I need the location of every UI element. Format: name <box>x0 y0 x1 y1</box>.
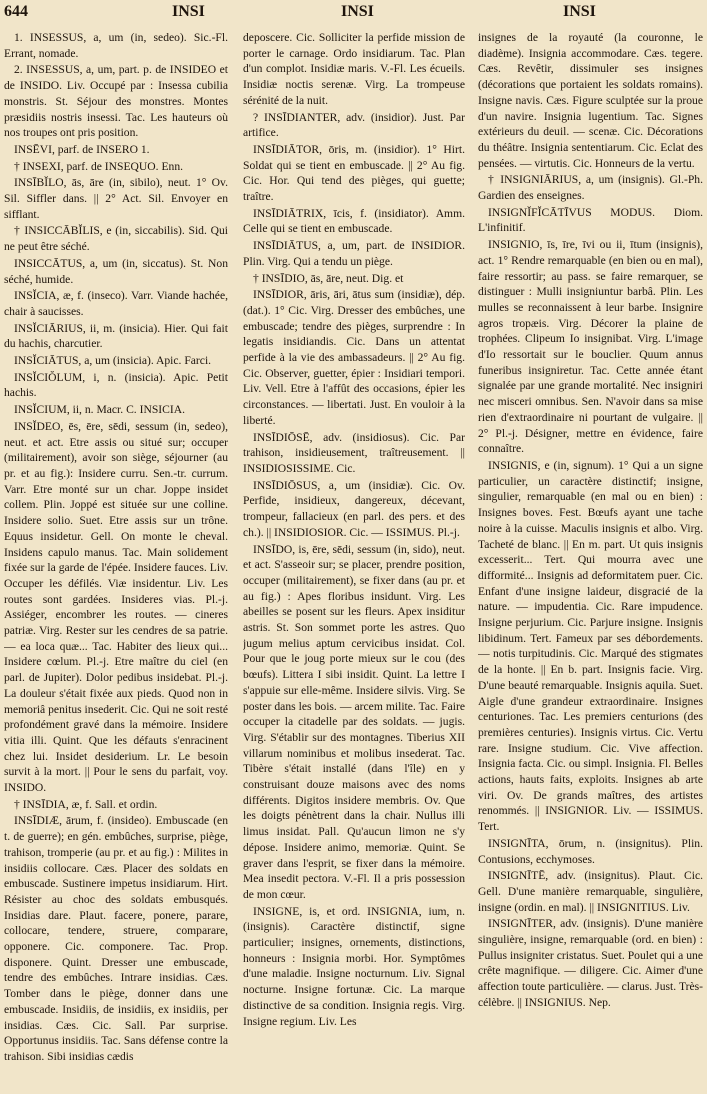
dictionary-entry: INSĪDIOR, āris, āri, ātus sum (insidiæ), dép. (dat.). 1° Cic. Virg. Dresser des embûches, une embuscade; tendre des pièges, surprendre : In legatis insidiandis. Cic. Dans un attentat perfide à la vie des ambassadeurs. || 2° Au fig. Cic. Observer, guetter, épier : Insidiari tempori. Liv. Vell. Etre à l'affût des occasions, épier les circonstances. — libertati. Just. En vouloir à la liberté. <box>243 288 465 427</box>
dictionary-entry: INSĪBĬLO, ās, āre (in, sibilo), neut. 1° Ov. Sil. Siffler dans. || 2° Act. Sil. Envoyer en sifflant. <box>4 176 228 221</box>
column-right <box>478 30 703 1088</box>
dictionary-entry: INSIGNĪTĒ, adv. (insignitus). Plaut. Cic. Gell. D'une manière remarquable, singulière, insigne (ordin. en mal). || INSIGNITIUS. Liv. <box>478 869 703 914</box>
dictionary-entry: INSĪDIĀTOR, ōris, m. (insidior). 1° Hirt. Soldat qui se tient en embuscade. || 2° Au fig. Cic. Hor. Qui tend des pièges, qui guette; traître. <box>243 142 465 204</box>
dictionary-entry: INSIGNĪTA, ōrum, n. (insignitus). Plin. Contusions, ecchymoses. <box>478 836 703 866</box>
dictionary-entry: INSĬCIUM, ii, n. Macr. C. INSICIA. <box>14 403 186 417</box>
dictionary-entry: INSĬCIĀTUS, a, um (insicia). Apic. Farci. <box>14 354 212 368</box>
dictionary-entry: INSĒVI, parf. de INSERO 1. <box>14 142 150 156</box>
column-left <box>4 30 228 1088</box>
running-head-right: INSI <box>563 3 596 20</box>
dictionary-entry: † INSEXI, parf. de INSEQUO. Enn. <box>14 159 184 173</box>
running-head-left: INSI <box>172 3 205 20</box>
column-middle <box>243 30 465 1088</box>
page-header <box>0 0 707 28</box>
dictionary-entry: INSIGNĪTER, adv. (insignis). D'une manière singulière, insigne, remarquable (ord. en bien) : Pullus insigniter cristatus. Suet. Poulet qui a une crête magnifique. — diligere. Cic. Aimer d'une affection toute particulière. — clarus. Just. Très-célèbre. || INSIGNIUS. Nep. <box>478 917 703 1009</box>
dictionary-entry: deposcere. Cic. Solliciter la perfide mission de porter le carnage. Ordo insidiarum. Tac. Plan d'un complot. Insidiæ maris. V.-Fl. Les écueils. Insidiæ noctis serenæ. Virg. La trompeuse sérénité de la nuit. <box>243 31 465 107</box>
dictionary-entry: 2. INSESSUS, a, um, part. p. de INSIDEO et de INSIDO. Liv. Occupé par : Insessa cubilia monstris. St. Séjour des monstres. Montes præsidiis nostris insessi. Tac. Les hauteurs où nos troupes ont pris position. <box>4 63 228 140</box>
dictionary-entry: ? INSĪDIANTER, adv. (insidior). Just. Par artifice. <box>243 110 465 140</box>
dictionary-entry: INSIGNIS, e (in, signum). 1° Qui a un signe particulier, un caractère distinctif; insigne, singulier, remarquable (en mal ou en bien) : Insignes boves. Fest. Bœufs ayant une tache noire à la cuisse. Maculis insignis et albo. Virg. Tacheté de blanc. || En m. part. Ut quis insignis excesserit... Tert. Qui mourra avec une difformité... Insignis ad deformitatem puer. Cic. Enfant d'une insigne laideur, disgracié de la nature. — impudentia. Cic. Rare impudence. Insigne perjurium. Cic. Parjure insigne. Insignis libidinum. Tert. Fameux par ses débordements. — notis turpitudinis. Cic. Marqué des stigmates de la honte. || En b. part. Insignis facie. Virg. D'une beauté remarquable. Insignis aquila. Suet. Aigle d'une grandeur extraordinaire. Insignes centuriones. Tac. Les premiers centurions (des premières centuries). Insignis virtus. Cic. Vertu rare. Insigne studium. Cic. Vive affection. Insignia facta. Cic. ou simpl. Insignia. Fl. Belles actions, hauts faits, exploits. Insignes ab arte viri. Ov. De grands maîtres, des artistes renommés. || INSIGNIOR. Liv. — ISSIMUS. Tert. <box>478 458 703 834</box>
dictionary-entry: 1. INSESSUS, a, um (in, sedeo). Sic.-Fl. Errant, nomade. <box>4 31 228 60</box>
dictionary-entry: INSĬDEO, ēs, ēre, sēdi, sessum (in, sedeo), neut. et act. Etre assis ou situé sur; occuper (militairement), avoir son siège, séjourner (au pr. et au fig.): Insidere curru. Sen.-tr. currum. Varr. Etre monté sur un char. Joppe insidet collem. Plin. Joppé est située sur une colline. Insidere solio. Suet. Etre assis sur un trône. Equus insidetur. Gell. On monte le cheval. Insidens capulo manus. Tac. Main solidement fixée sur la garde de l'épée. Insidere fauces. Liv. Occuper les défilés. Viæ insidentur. Liv. Les routes sont gardées. Insideres vias. Pl.-j. Assiéger, encombrer les routes. — cineres patriæ. Virg. Rester sur les cendres de sa patrie. — ea loca quæ... Tac. Habiter des lieux qui... Insidere cœlum. Pl.-j. Etre maître du ciel (en parl. de Jupiter). Dolor pedibus insidebat. Pl.-j. La douleur s'était fixée aux pieds. Quod non in memoriâ penitus insederit. Cic. Qui ne soit resté profondément gravé dans la mémoire. Insidere vitia illi. Quint. Que les défauts s'enracinent chez lui. Insidet desiderium. Lr. Le besoin survit à la mort. || Pour le sens du parfait, voy. INSIDO. <box>4 419 228 795</box>
dictionary-entry: † INSIGNIĀRIUS, a, um (insignis). Gl.-Ph. Gardien des enseignes. <box>478 173 703 203</box>
dictionary-entry: INSIGNE, is, et ord. INSIGNIA, ium, n. (insignis). Caractère distinctif, signe particulier; insignes, ornements, distinctions, honneurs : Insignia morbi. Hor. Symptômes d'une maladie. Insigne nocturnum. Liv. Signal nocturne. Insigne fortunæ. Cic. La marque distinctive de sa condition. Insignia regis. Virg. Insigne regium. Liv. Les <box>243 904 465 1028</box>
dictionary-entry: INSĪDIŌSĒ, adv. (insidiosus). Cic. Par trahison, insidieusement, traîtreusement. || INSIDIOSISSIME. Cic. <box>243 430 465 475</box>
dictionary-entry: INSIGNĬFĬCĀTĪVUS MODUS. Diom. L'infinitif. <box>478 205 703 235</box>
dictionary-entry: insignes de la royauté (la couronne, le diadème). Insignia accommodare. Cæs. tegere. Cæs. Revêtir, dissimuler ses insignes (décorations que portaient les soldats romains). Insigne navis. Cæs. Figure sculptée sur la proue d'un navire. Insignia lugentium. Tac. Signes extérieurs du deuil. — scenæ. Cic. Décorations du théâtre. Insignia sententiarum. Cic. Eclat des pensées. — virtutis. Cic. Honneurs de la vertu. <box>478 31 703 170</box>
dictionary-entry: INSĪDIĀTRIX, īcis, f. (insidiator). Amm. Celle qui se tient en embuscade. <box>243 206 465 236</box>
dictionary-entry: INSĪDIŌSUS, a, um (insidiæ). Cic. Ov. Perfide, insidieux, dangereux, décevant, trompeur, fallacieux (en parl. des pers. et des ch.). || INSIDIOSIOR. Cic. — ISSIMUS. Pl.-j. <box>243 478 465 539</box>
dictionary-entry: INSĪDIÆ, ārum, f. (insideo). Embuscade (en t. de guerre); en gén. embûches, surprise, piège, trahison, tromperie (au pr. et au fig.) : Milites in insidiis collocare. Cæs. Placer des soldats en embuscade. Sustinere impetus insidiarum. Hirt. Résister au choc des soldats embusqués. Insidias dare. Plaut. facere, ponere, parare, collocare, tendere, struere, comparare, opponere. Cic. componere. Tac. Prop. disponere. Quint. Dresser une embuscade, tendre des embûches. Intrare insidias. Cæs. Tomber dans le piège, donner dans une embuscade. Insidiis, de insidiis, ex insidiis, per insidias. Cæs. Cic. Sall. Par surprise. Opportunus insidiis. Tac. Sans défense contre la trahison. Sibi insidias cædis <box>4 814 228 1063</box>
dictionary-entry: INSIGNIO, īs, īre, īvi ou ii, ītum (insignis), act. 1° Rendre remarquable (en bien ou en mal), faire ressortir; au pass. se faire remarquer, se distinguer : Mulli insigniuntur barbâ. Plin. Les mulles se reconnaissent à leur barbe. Insignire agros tropæis. Virg. Décorer la plaine de trophées. Clipeum Io insignibat. Virg. L'image d'Io ressortait sur le bouclier. Quum annus funeribus insigniretur. Tac. Cette année étant signalée par une grande mortalité. Nec insigniri nec misceri omnibus. Sen. N'avoir dans sa mise rien d'extraordinaire ni pourtant de vulgaire. || 2° Pl.-j. Désigner, mettre en évidence, faire connaître. <box>478 238 703 456</box>
dictionary-entry: † INSĪDIO, ās, āre, neut. Dig. et <box>253 271 404 285</box>
dictionary-entry: INSICCĀTUS, a, um (in, siccatus). St. Non séché, humide. <box>4 256 228 286</box>
dictionary-entry: † INSĪDIA, æ, f. Sall. et ordin. <box>14 797 158 811</box>
dictionary-entry: INSĬCIĀRIUS, ii, m. (insicia). Hier. Qui fait du hachis, charcutier. <box>4 321 228 351</box>
dictionary-entry: INSĬCIŎLUM, i, n. (insicia). Apic. Petit hachis. <box>4 370 228 400</box>
dictionary-entry: INSĪDO, is, ēre, sēdi, sessum (in, sido), neut. et act. S'asseoir sur; se placer, prendre position, occuper (militairement), se fixer dans (au pr. et au fig.) : Apes floribus insidunt. Virg. Les abeilles se posent sur les fleurs. Apex insiditur astris. St. Son sommet porte les astres. Quo jugum melius aptum cervicibus insidat. Col. Pour que le joug porte mieux sur le cou (des bœufs). Littera I sibi insidit. Quint. La lettre I s'appuie sur elle-même. Insidere silvis. Virg. Se poster dans les bois. — arcem milite. Tac. Faire occuper la citadelle par des soldats. — jugis. Virg. S'établir sur des montagnes. Tiberius XII villarum nominibus et molibus insederat. Tac. Tibère s'était installé (dans l'île) en y construisant douze maisons avec des noms différents. Digitos insidere membris. Ov. Que les doigts pénètrent dans la chair. Nullus illi limus insidat. Pall. Qu'aucun limon ne s'y dépose. Insidere animo, memoriæ. Quint. Se graver dans l'esprit, se fixer dans la mémoire. Mea insedit pectora. V.-Fl. Il a pris possession de mon cœur. <box>243 542 465 901</box>
page-number: 644 <box>4 3 28 20</box>
dictionary-entry: INSĬCIA, æ, f. (inseco). Varr. Viande hachée, chair à saucisses. <box>4 289 228 318</box>
dictionary-entry: † INSICCĀBĬLIS, e (in, siccabilis). Sid. Qui ne peut être séché. <box>4 224 228 254</box>
dictionary-entry: INSĪDIĀTUS, a, um, part. de INSIDIOR. Plin. Virg. Qui a tendu un piège. <box>243 239 465 268</box>
running-head-center: INSI <box>341 3 374 20</box>
